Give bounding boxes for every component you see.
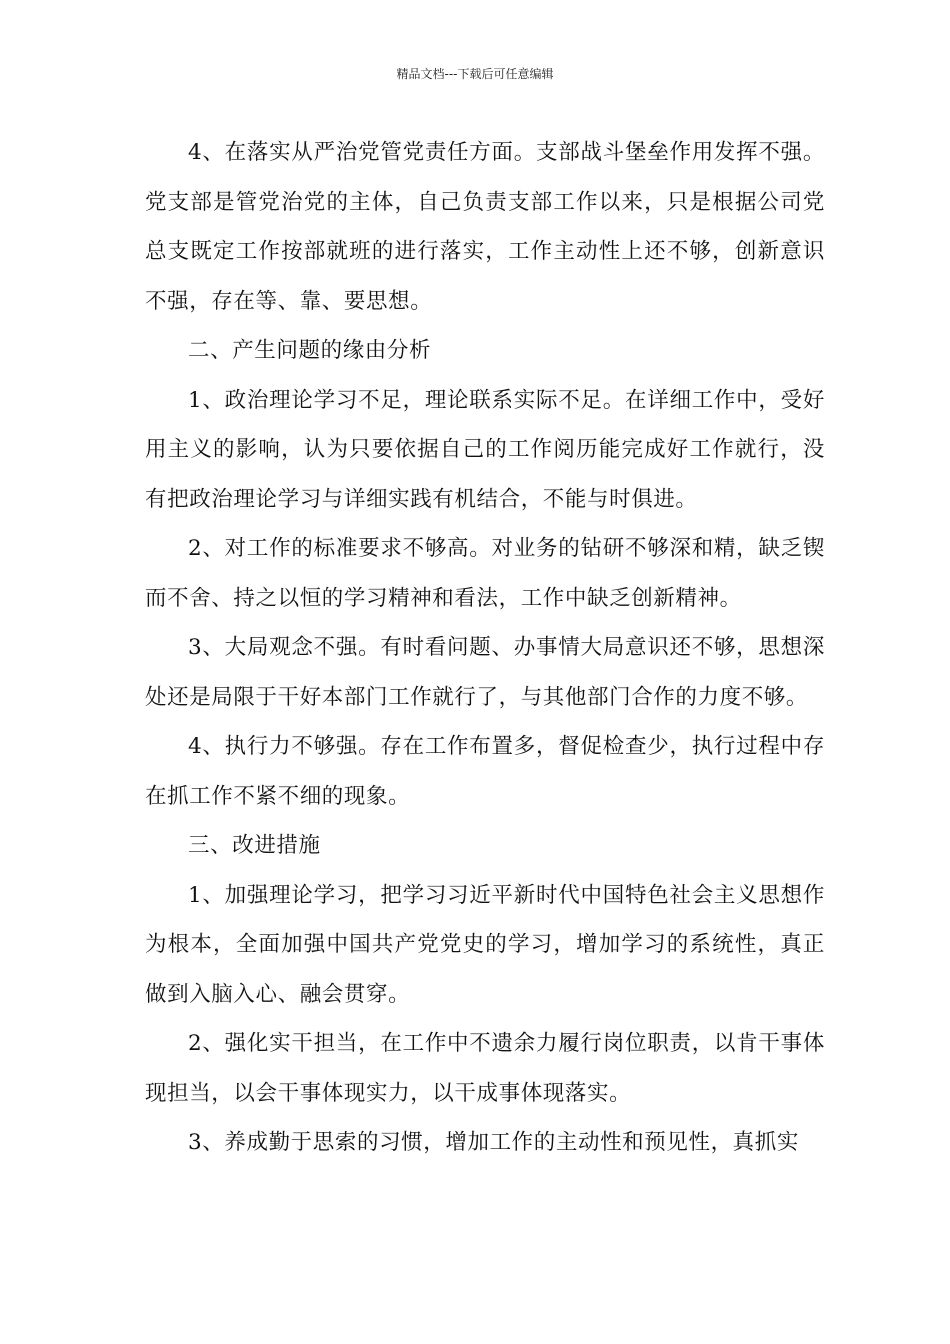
paragraph-measure-action: 2、强化实干担当，在工作中不遗余力履行岗位职责，以肯干事体现担当，以会干事体现实力，以干成事体现落实。: [145, 1031, 825, 1106]
paragraph-measure-thinking: 3、养成勤于思索的习惯，增加工作的主动性和预见性，真抓实: [188, 1130, 799, 1155]
document-body: [145, 128, 825, 1168]
paragraph-cause-theory: 1、政治理论学习不足，理论联系实际不足。在详细工作中，受好用主义的影响，认为只要依据自己的工作阅历能完成好工作就行，没有把政治理论学习与详细实践有机结合，不能与时俱进。: [145, 387, 825, 512]
paragraph-cause-standards: 2、对工作的标准要求不够高。对业务的钻研不够深和精，缺乏锲而不舍、持之以恒的学习精神和看法，工作中缺乏创新精神。: [145, 536, 825, 611]
section-heading-measures: 三、改进措施: [188, 833, 321, 858]
page-header: 精品文档---下载后可任意编辑: [396, 67, 554, 81]
paragraph-measure-study: 1、加强理论学习，把学习习近平新时代中国特色社会主义思想作为根本，全面加强中国共产党党史的学习，增加学习的系统性，真正做到入脑入心、融会贯穿。: [145, 882, 825, 1007]
section-heading-causes: 二、产生问题的缘由分析: [188, 338, 432, 363]
paragraph-responsibility: 4、在落实从严治党管党责任方面。支部战斗堡垒作用发挥不强。党支部是管党治党的主体，自己负责支部工作以来，只是根据公司党总支既定工作按部就班的进行落实，工作主动性上还不够，创新意识不强，存在等、靠、要思想。: [145, 140, 825, 314]
paragraph-cause-big-picture: 3、大局观念不强。有时看问题、办事情大局意识还不够，思想深处还是局限于干好本部门工作就行了，与其他部门合作的力度不够。: [145, 635, 825, 710]
paragraph-cause-execution: 4、执行力不够强。存在工作布置多，督促检查少，执行过程中存在抓工作不紧不细的现象。: [145, 734, 825, 809]
